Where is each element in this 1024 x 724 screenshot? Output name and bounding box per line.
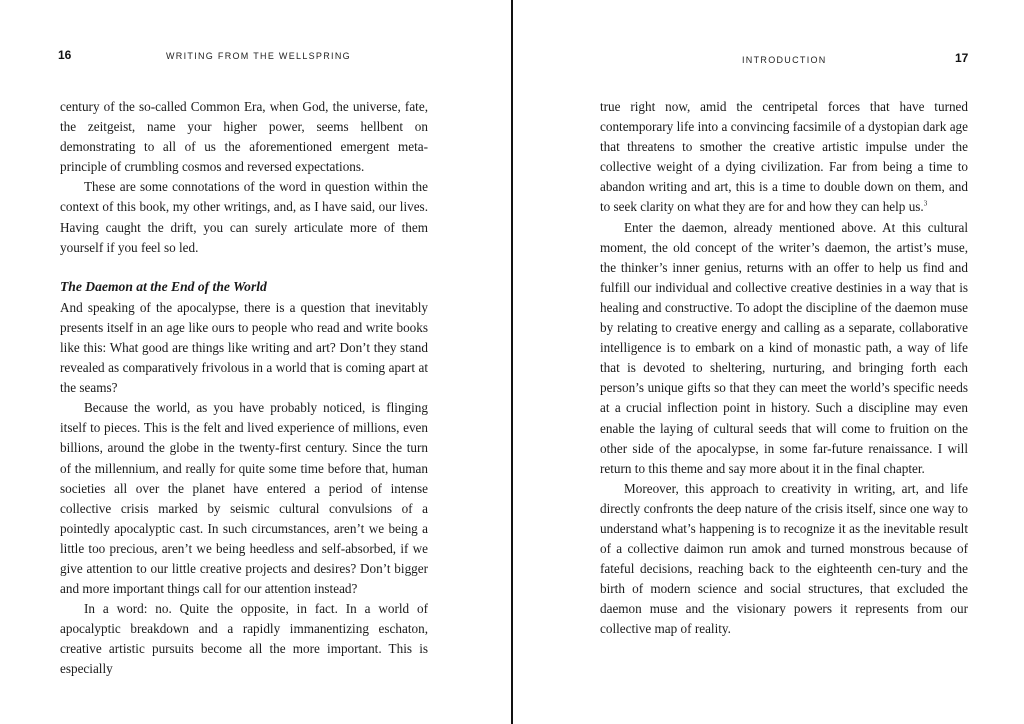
body-text — [60, 97, 428, 680]
right-page — [513, 0, 1024, 724]
paragraph: Moreover, this approach to creativity in writing, art, and life directly confronts the deep nature of the crisis itself, since one way to understand what’s happening is to recognize it as the inevitable result of a collective daimon run amok and turned monstrous because of fateful decisions, reaching back to the eighteenth cen-tury and the birth of modern science and social structures, that excluded the daemon muse and the visionary powers it represents from our collective map of reality. — [600, 480, 968, 637]
running-head: INTRODUCTION — [742, 55, 827, 65]
footnote-reference[interactable]: 3 — [923, 200, 928, 209]
body-text — [600, 97, 968, 640]
paragraph: These are some connotations of the word in question within the context of this book, my other writings, and, as I have said, our lives. Having caught the drift, you can surely articulate more of them yourself if you feel so led. — [60, 179, 428, 255]
paragraph: century of the so-called Common Era, when God, the universe, fate, the zeitgeist, name your higher power, seems hellbent on demonstrating to all of us the aforementioned emergent meta-principle of crumbling cosmos and reversed expectations. — [60, 99, 428, 175]
paragraph-text: true right now, amid the centripetal forces that have turned contemporary life into a convincing facsimile of a dystopian dark age that threatens to smother the creative artistic impulse under the collective weight of a dying civilization. Far from being a time to abandon writing and art, this is a time to double down on them, and to seek clarity on what they are for and how they can help us. — [600, 99, 968, 215]
page-number: 16 — [58, 48, 72, 62]
paragraph: And speaking of the apocalypse, there is a question that inevitably presents itself in an age like ours to people who read and write books like this: What good are things like writing and art? Don’t they stand revealed as comparatively frivolous in a world that is coming apart at the seams? — [60, 299, 428, 396]
left-page — [0, 0, 511, 724]
page-number: 17 — [955, 51, 969, 65]
paragraph: Enter the daemon, already mentioned above. At this cultural moment, the old concept of the writer’s daemon, the artist’s muse, the thinker’s inner genius, returns with an offer to help us find and fulfill our individual and collective creative destinies in a way that is healing and constructive. To adopt the discipline of the daemon muse by relating to creative energy and calling as a separate, collaborative intelligence is to embark on a kind of monastic path, a way of life that is devoted to sheltering, nurturing, and bringing forth each person’s unique gifts so that they can meet the world’s specific needs at a crucial inflection point in history. Such a discipline may even enable the laying of cultural seeds that will come to fruition on the other side of the apocalypse, in some far-future renaissance. I will return to this theme and say more about it in the final chapter. — [600, 219, 968, 476]
paragraph: In a word: no. Quite the opposite, in fact. In a world of apocalyptic breakdown and a rapidly immanentizing eschaton, creative artistic pursuits become all the more important. This is especially — [60, 601, 428, 677]
paragraph: Because the world, as you have probably noticed, is flinging itself to pieces. This is the felt and lived experience of millions, even billions, around the globe in the twenty-first century. Since the turn of the millennium, and really for quite some time before that, human societies all over the planet have entered a period of intense collective crisis marked by seismic cultural convulsions of a pointedly apocalyptic cast. In such circumstances, aren’t we being a little too precious, aren’t we being heedless and self-absorbed, if we give attention to our little creative projects and desires? Don’t bigger and more important things call for our attention instead? — [60, 400, 428, 597]
running-head: WRITING FROM THE WELLSPRING — [166, 51, 351, 61]
paragraph — [600, 97, 968, 218]
section-heading: The Daemon at the End of the World — [60, 278, 267, 294]
